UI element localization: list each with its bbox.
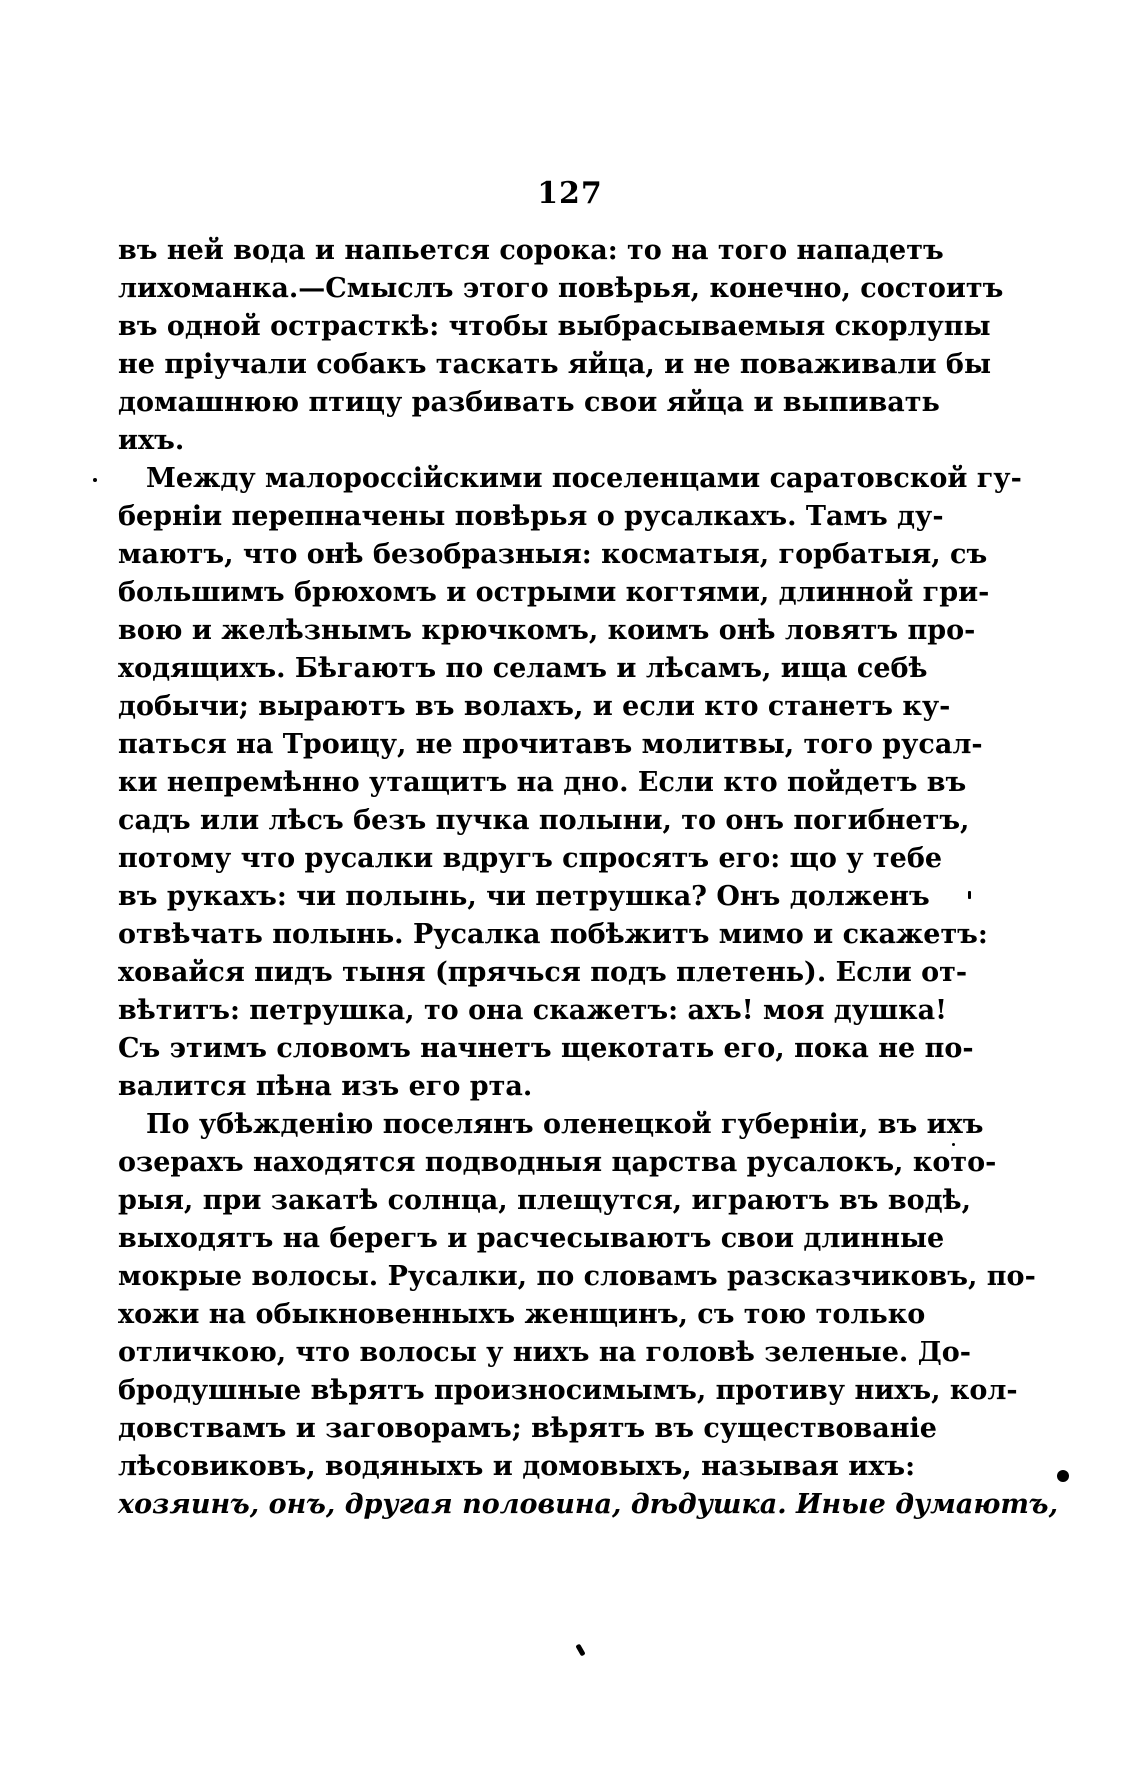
text-line: По убѣжденію поселянъ оленецкой губерніи, въ ихъ: [146, 1109, 984, 1140]
text-line: лѣсовиковъ, водяныхъ и домовыхъ, называя ихъ:: [118, 1451, 916, 1482]
text-line: потому что русалки вдругъ спросятъ его: що у тебе: [118, 843, 943, 874]
scan-speck: [968, 891, 971, 899]
text-line: ховайся пидъ тыня (прячься подъ плетень). Если от-: [118, 957, 968, 988]
text-line: ки непремѣнно утащитъ на дно. Если кто пойдетъ въ: [118, 767, 967, 798]
text-line: хожи на обыкновенныхъ женщинъ, съ тою только: [118, 1299, 926, 1330]
text-line: въ одной острасткѣ: чтобы выбрасываемыя скорлупы: [118, 311, 991, 342]
paragraph-1: [118, 232, 1004, 460]
scan-speck: [575, 1644, 585, 1657]
text-line: озерахъ находятся подводныя царства русалокъ, кото-: [118, 1147, 997, 1178]
text-line: вою и желѣзнымъ крючкомъ, коимъ онѣ ловятъ про-: [118, 615, 976, 646]
paragraph-2: [118, 460, 1022, 1106]
scan-speck: [93, 478, 97, 482]
text-line: Между малороссійскими поселенцами саратовской гу-: [146, 463, 1022, 494]
body-text: [118, 232, 1058, 1524]
text-line: не пріучали собакъ таскать яйца, и не поваживали бы: [118, 349, 992, 380]
text-line: довствамъ и заговорамъ; вѣрятъ въ существованіе: [118, 1413, 937, 1444]
text-line: выходятъ на берегъ и расчесываютъ свои длинные: [118, 1223, 945, 1254]
text-line: ходящихъ. Бѣгаютъ по селамъ и лѣсамъ, ища себѣ: [118, 653, 928, 684]
text-line: валится пѣна изъ его рта.: [118, 1071, 533, 1102]
text-line: вѣтитъ: петрушка, то она скажетъ: ахъ! моя душка!: [118, 995, 947, 1026]
text-line: берніи перепначены повѣрья о русалкахъ. Тамъ ду-: [118, 501, 944, 532]
text-line: паться на Троицу, не прочитавъ молитвы, того русал-: [118, 729, 983, 760]
scan-speck: [952, 1143, 955, 1146]
text-line: мокрые волосы. Русалки, по словамъ разсказчиковъ, по-: [118, 1261, 1036, 1292]
text-line: лихоманка.—Смыслъ этого повѣрья, конечно, состоитъ: [118, 273, 1004, 304]
text-line: садъ или лѣсъ безъ пучка полыни, то онъ погибнетъ,: [118, 805, 970, 836]
text-line: Съ этимъ словомъ начнетъ щекотать его, пока не по-: [118, 1033, 974, 1064]
scan-speck: [1057, 1470, 1069, 1482]
text-line: домашнюю птицу разбивать свои яйца и выпивать: [118, 387, 940, 418]
text-line: ихъ.: [118, 425, 185, 456]
text-line: бродушные вѣрятъ произносимымъ, противу нихъ, кол-: [118, 1375, 1018, 1406]
page-number: 127: [537, 176, 603, 211]
text-line: хозяинъ, онъ, другая половина, дѣдушка. Иные думаютъ,: [118, 1489, 1058, 1520]
paragraph-3: [118, 1106, 1058, 1524]
text-line: рыя, при закатѣ солнца, плещутся, играютъ въ водѣ,: [118, 1185, 971, 1216]
text-line: маютъ, что онѣ безобразныя: косматыя, горбатыя, съ: [118, 539, 988, 570]
text-line: отличкою, что волосы у нихъ на головѣ зеленые. До-: [118, 1337, 971, 1368]
text-line: добычи; выраютъ въ волахъ, и если кто станетъ ку-: [118, 691, 951, 722]
text-line: отвѣчать полынь. Русалка побѣжитъ мимо и скажетъ:: [118, 919, 988, 950]
text-line: большимъ брюхомъ и острыми когтями, длинной гри-: [118, 577, 990, 608]
text-line: въ рукахъ: чи полынь, чи петрушка? Онъ долженъ: [118, 881, 930, 912]
text-line: въ ней вода и напьется сорока: то на того нападетъ: [118, 235, 944, 266]
